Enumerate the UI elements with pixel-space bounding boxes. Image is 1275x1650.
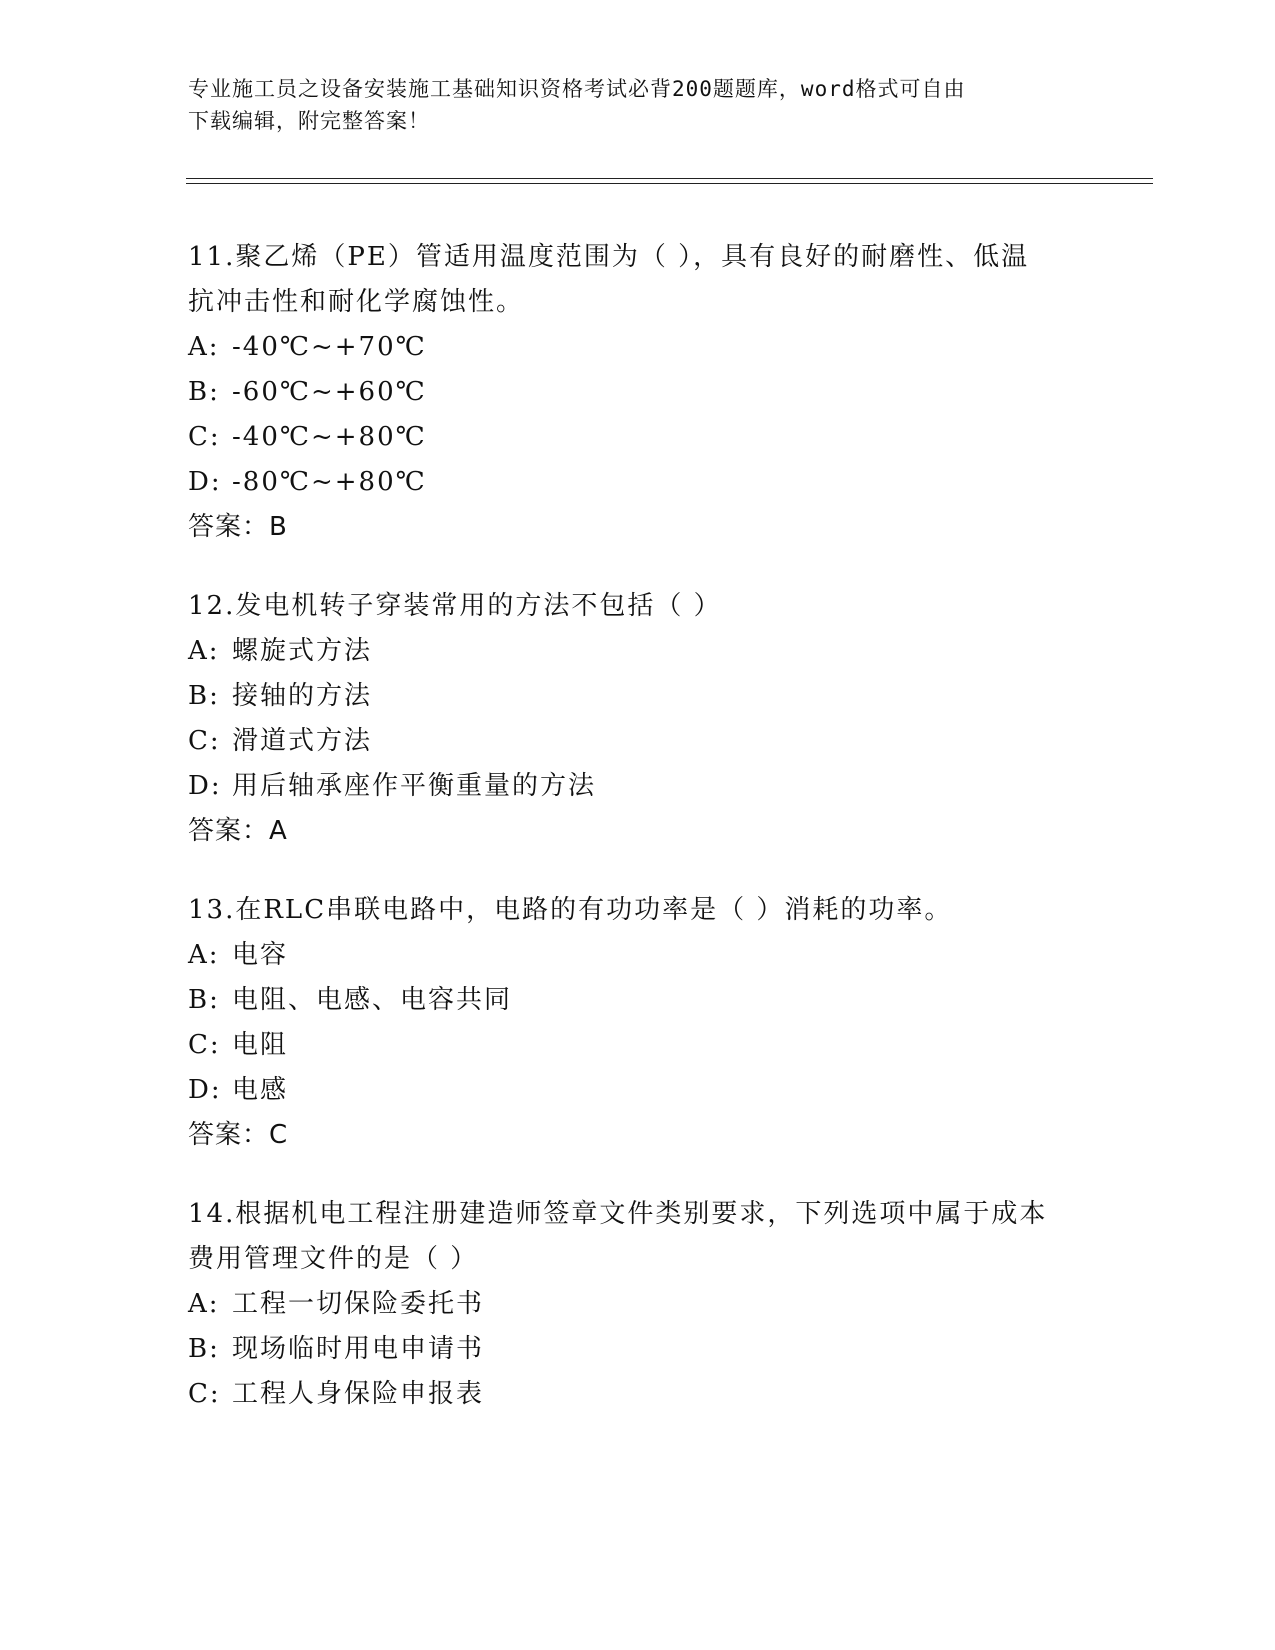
header-divider-top <box>186 178 1153 179</box>
option-text: -60℃~+60℃ <box>232 377 427 407</box>
question-13 <box>188 888 1088 1158</box>
question-stem-line-1: 11.聚乙烯（PE）管适用温度范围为（ ），具有良好的耐磨性、低温 <box>188 242 1030 272</box>
option-a <box>188 325 1088 370</box>
option-key: D: <box>188 467 222 497</box>
question-stem <box>188 1192 1088 1282</box>
question-list <box>188 235 1088 1451</box>
header-divider-bottom <box>186 183 1153 184</box>
option-c <box>188 1023 1088 1068</box>
option-text: 用后轴承座作平衡重量的方法 <box>232 771 597 801</box>
option-d <box>188 764 1088 809</box>
option-a <box>188 1282 1088 1327</box>
option-b <box>188 370 1088 415</box>
question-stem <box>188 584 1088 629</box>
option-text: 电容 <box>232 940 289 970</box>
answer-line: 答案：C <box>188 1120 289 1150</box>
option-text: 现场临时用电申请书 <box>232 1334 485 1364</box>
question-stem-line-1: 14.根据机电工程注册建造师签章文件类别要求，下列选项中属于成本 <box>188 1199 1048 1229</box>
question-11 <box>188 235 1088 550</box>
option-a <box>188 629 1088 674</box>
option-key: C: <box>188 1030 221 1060</box>
option-key: B: <box>188 985 220 1015</box>
option-text: 电阻、电感、电容共同 <box>232 985 513 1015</box>
option-key: C: <box>188 422 221 452</box>
option-text: 电阻 <box>232 1030 289 1060</box>
document-header <box>188 73 1088 137</box>
option-text: 工程人身保险申报表 <box>232 1379 485 1409</box>
option-key: A: <box>188 1289 220 1319</box>
question-stem <box>188 235 1088 325</box>
question-stem-line-1: 12.发电机转子穿装常用的方法不包括（ ） <box>188 591 722 621</box>
option-key: D: <box>188 771 222 801</box>
option-b <box>188 978 1088 1023</box>
option-text: 电感 <box>232 1075 289 1105</box>
option-text: 螺旋式方法 <box>232 636 373 666</box>
option-text: -40℃~+70℃ <box>232 332 427 362</box>
option-text: -40℃~+80℃ <box>232 422 427 452</box>
option-b <box>188 674 1088 719</box>
answer-line: 答案：B <box>188 512 288 542</box>
option-c <box>188 415 1088 460</box>
question-stem-line-2: 费用管理文件的是（ ） <box>188 1244 479 1274</box>
option-b <box>188 1327 1088 1372</box>
option-d <box>188 1068 1088 1113</box>
question-stem <box>188 888 1088 933</box>
option-text: -80℃~+80℃ <box>232 467 427 497</box>
option-c <box>188 719 1088 764</box>
option-key: B: <box>188 681 220 711</box>
option-key: A: <box>188 636 220 666</box>
answer-line: 答案：A <box>188 816 288 846</box>
question-stem-line-2: 抗冲击性和耐化学腐蚀性。 <box>188 287 525 317</box>
option-key: D: <box>188 1075 222 1105</box>
option-text: 接轴的方法 <box>232 681 373 711</box>
question-12 <box>188 584 1088 854</box>
option-c <box>188 1372 1088 1417</box>
option-key: B: <box>188 1334 220 1364</box>
header-line-2: 下载编辑，附完整答案！ <box>188 109 430 133</box>
option-text: 工程一切保险委托书 <box>232 1289 485 1319</box>
option-key: C: <box>188 726 221 756</box>
question-stem-line-1: 13.在RLC串联电路中，电路的有功功率是（ ）消耗的功率。 <box>188 895 953 925</box>
option-key: C: <box>188 1379 221 1409</box>
option-text: 滑道式方法 <box>232 726 373 756</box>
option-key: B: <box>188 377 220 407</box>
option-key: A: <box>188 332 220 362</box>
header-line-1: 专业施工员之设备安装施工基础知识资格考试必背200题题库，word格式可自由 <box>188 77 966 101</box>
option-key: A: <box>188 940 220 970</box>
option-d <box>188 460 1088 505</box>
question-14 <box>188 1192 1088 1417</box>
option-a <box>188 933 1088 978</box>
